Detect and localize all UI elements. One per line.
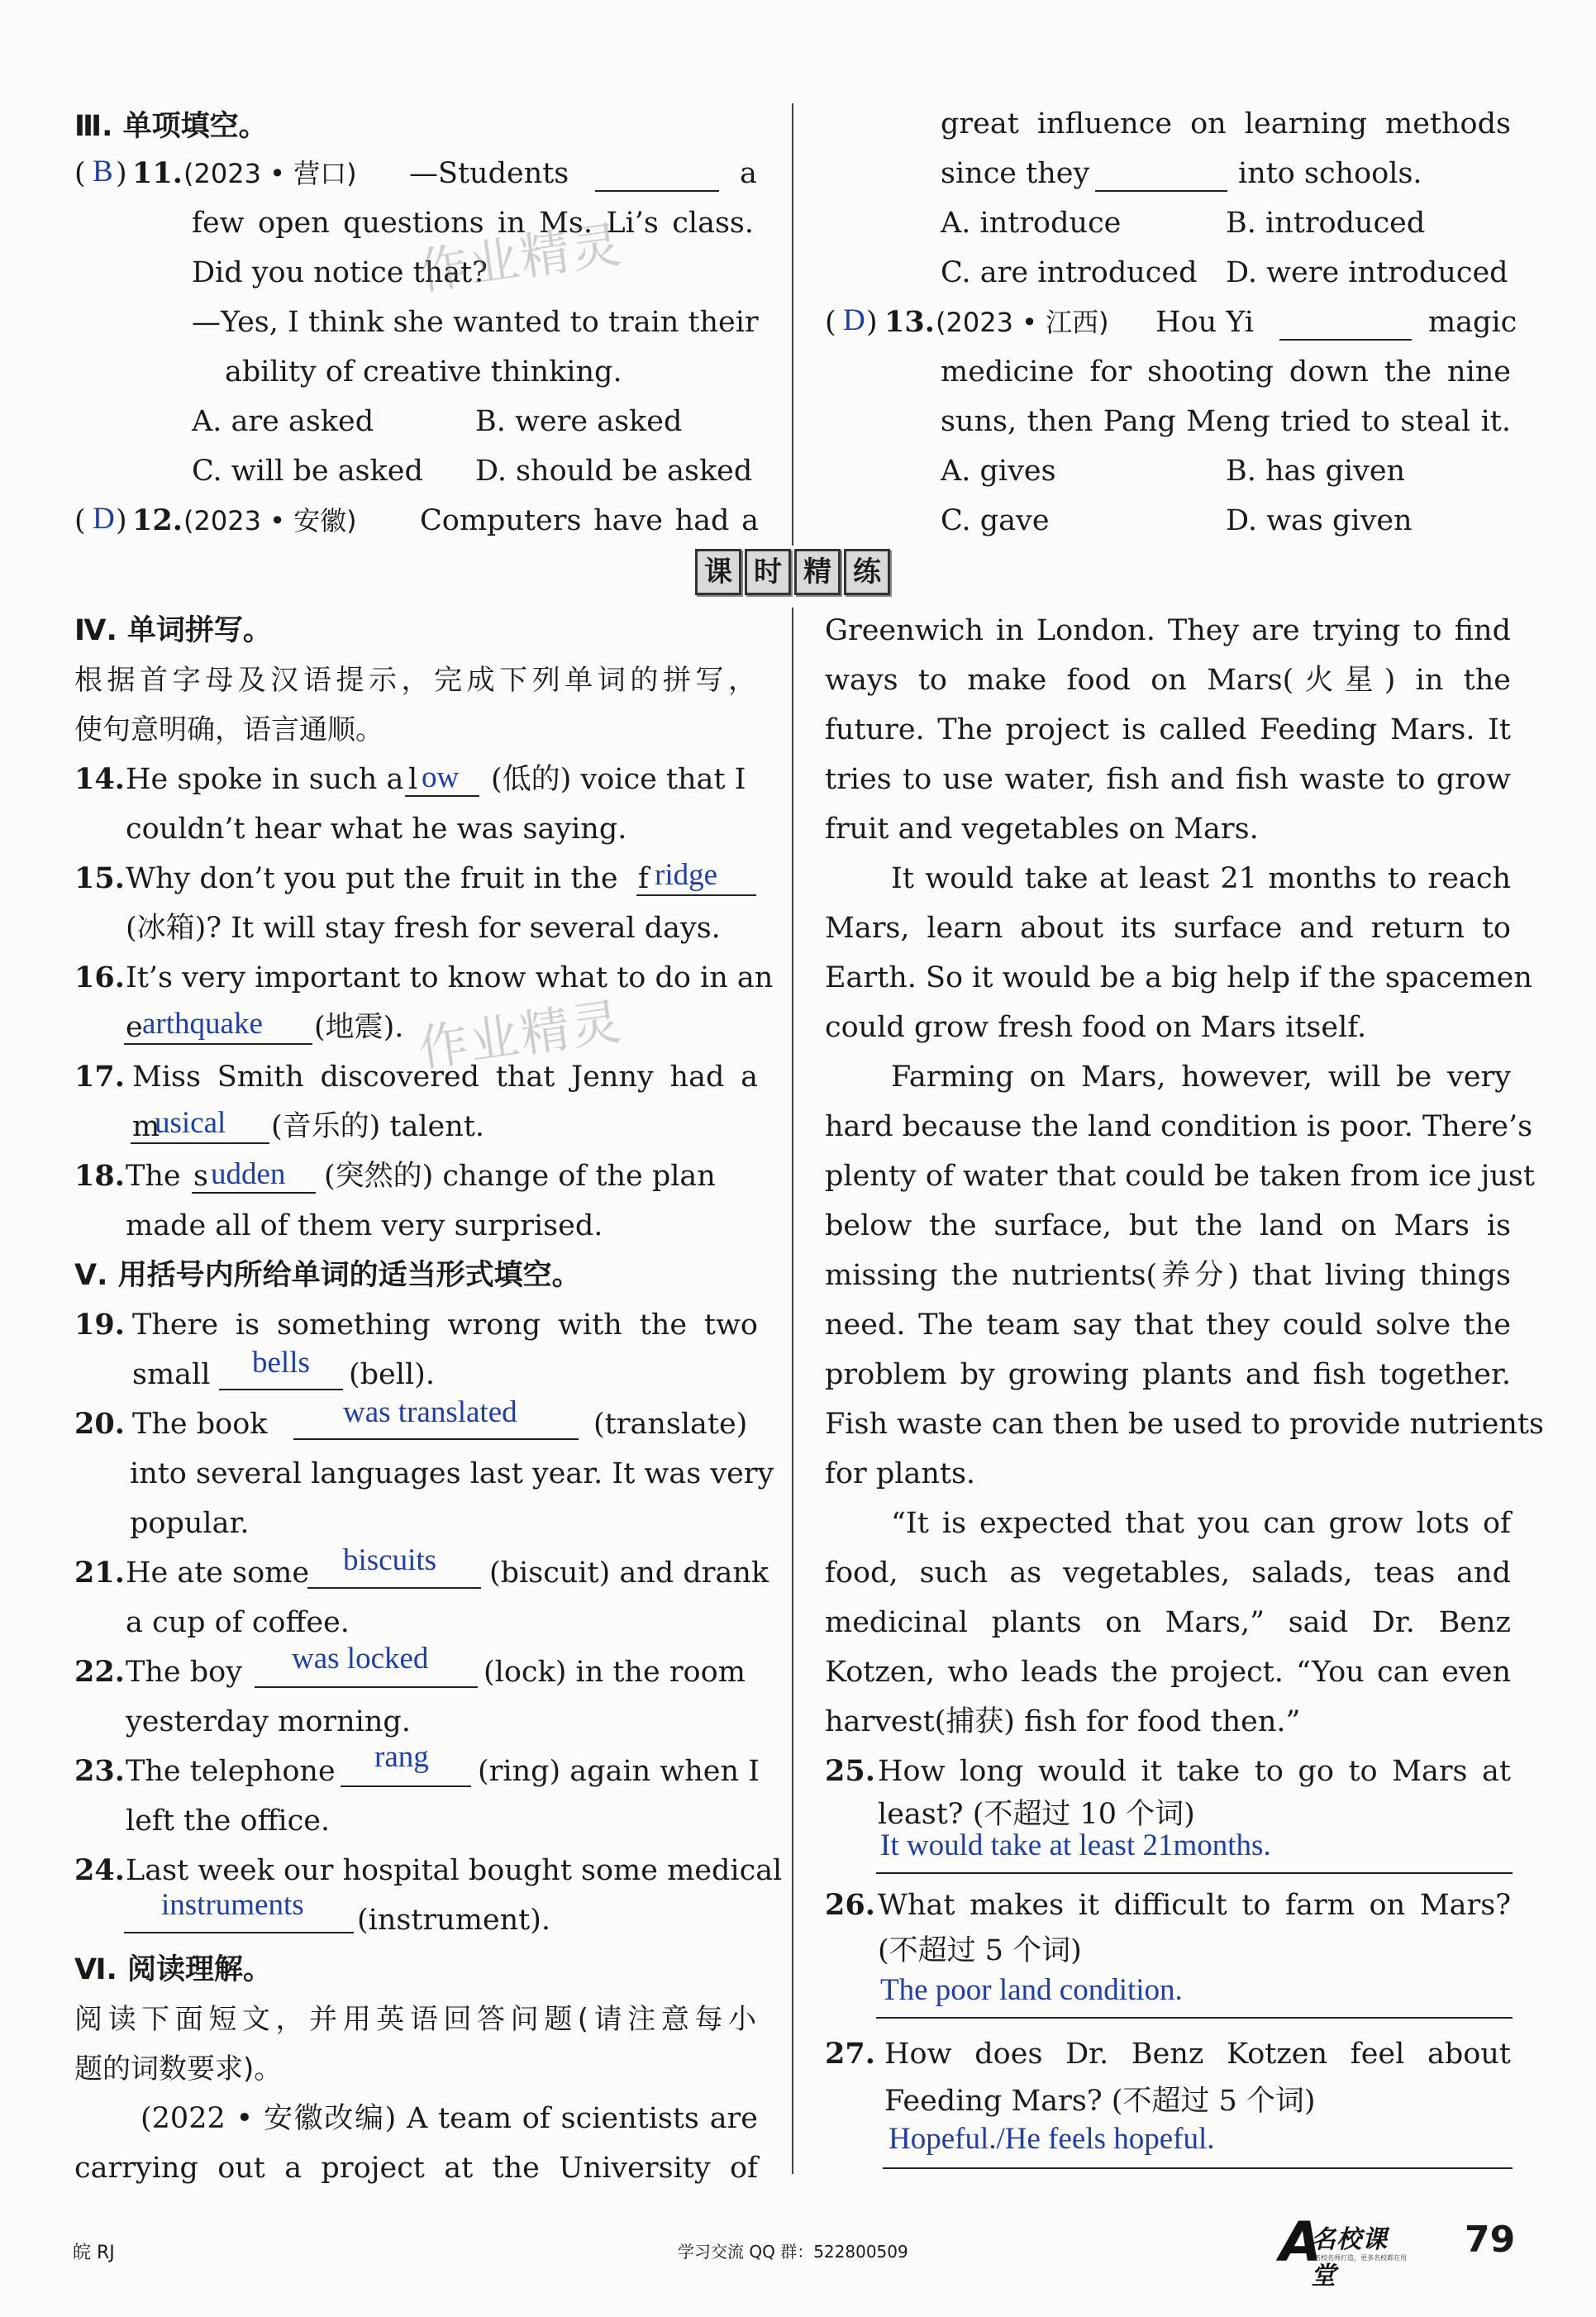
section4-instruction-1: 根据首字母及汉语提示，完成下列单词的拼写， <box>74 664 756 697</box>
q11-source: (2023 • 营口) <box>183 158 357 189</box>
q26-answer: The poor land condition. <box>880 1973 1183 2007</box>
section3-heading: Ⅲ. 单项填空。 <box>74 110 268 143</box>
passage-line-3: Greenwich in London. They are trying to find <box>825 614 1511 647</box>
q22-line2: yesterday morning. <box>126 1705 411 1738</box>
q14-post: (低的) voice that I <box>491 763 746 796</box>
q21-answer: biscuits <box>343 1543 437 1577</box>
passage-line-10: Earth. So it would be a big help if the spacemen <box>825 961 1532 994</box>
q20-pre: The book <box>132 1408 268 1441</box>
q23-pre: The telephone <box>126 1755 336 1788</box>
brand-logo <box>1279 2210 1407 2291</box>
q20-line3: popular. <box>130 1507 250 1540</box>
passage-line-16: missing the nutrients(养分) that living things <box>825 1259 1511 1292</box>
q27-answer-line <box>883 2167 1513 2169</box>
q23-number: 23. <box>74 1754 125 1788</box>
q11-line1-end: a <box>740 157 757 190</box>
q24-blank <box>124 1932 354 1933</box>
passage-line-4: ways to make food on Mars(火星) in the <box>825 664 1511 697</box>
section6-instruction-1: 阅读下面短文，并用英语回答问题(请注意每小 <box>74 2003 756 2036</box>
q14-answer: ow <box>422 760 460 794</box>
brand-logo-letter: A <box>1279 2210 1322 2274</box>
q19-answer: bells <box>252 1346 310 1380</box>
q22-number: 22. <box>74 1655 125 1689</box>
q12-option-b: B. introduced <box>1226 207 1426 240</box>
q13-blank <box>1279 339 1412 341</box>
q11-line2: few open questions in Ms. Li’s class. <box>192 207 754 240</box>
passage-line-7: fruit and vegetables on Mars. <box>825 813 1259 846</box>
q13-option-b: B. has given <box>1226 455 1406 488</box>
q24-number: 24. <box>74 1853 125 1887</box>
q12-blank <box>1095 190 1227 192</box>
passage-line-8: It would take at least 21 months to reach <box>891 862 1511 895</box>
q19-post: (bell). <box>349 1358 435 1391</box>
section6-heading: Ⅵ. 阅读理解。 <box>74 1953 272 1986</box>
passage-line-5: future. The project is called Feeding Mars. It <box>825 713 1511 746</box>
q20-blank <box>293 1438 579 1440</box>
q23-line2: left the office. <box>126 1804 331 1838</box>
q12-line1: Computers have had a <box>420 504 759 537</box>
passage-line-15: below the surface, but the land on Mars is <box>825 1209 1511 1242</box>
q13-bracket-open: ( <box>825 306 836 339</box>
passage-line-22: food, such as vegetables, salads, teas and <box>825 1557 1511 1590</box>
q16-letter: e <box>126 1011 143 1044</box>
q13-option-a: A. gives <box>941 455 1056 488</box>
q11-blank <box>595 190 719 192</box>
q22-pre: The boy <box>126 1656 242 1689</box>
watermark-2: 作业精灵 <box>415 993 626 1079</box>
brand-logo-name: 名校课堂 <box>1311 2225 1388 2291</box>
q22-blank <box>255 1686 478 1688</box>
practice-banner <box>695 549 890 595</box>
passage-line-18: problem by growing plants and fish together. <box>825 1358 1511 1391</box>
q19-number: 19. <box>74 1308 125 1342</box>
q20-line2: into several languages last year. It was very <box>130 1457 774 1490</box>
q17-answer: usical <box>155 1106 226 1140</box>
banner-char-2: 时 <box>745 549 791 595</box>
q12-option-d: D. were introduced <box>1226 256 1508 289</box>
watermark-1: 作业精灵 <box>415 216 626 302</box>
passage-line-17: need. The team say that they could solve the <box>825 1309 1511 1342</box>
q12-answer: D <box>93 502 115 536</box>
q25-line1: How long would it take to go to Mars at <box>878 1755 1511 1788</box>
brand-logo-slogan: 名校名师打造，更多名校都在用 <box>1314 2254 1407 2262</box>
q20-answer: was translated <box>343 1395 517 1429</box>
passage-line-1: (2022 • 安徽改编) A team of scientists are <box>141 2102 758 2135</box>
section4-heading: Ⅳ. 单词拼写。 <box>74 614 272 647</box>
q13-line1a: Hou Yi <box>1155 306 1254 339</box>
q27-line1: How does Dr. Benz Kotzen feel about <box>884 2038 1511 2071</box>
q16-line1: It’s very important to know what to do in an <box>126 961 774 994</box>
q26-line2: (不超过 5 个词) <box>878 1934 1082 1967</box>
q25-line2: least? (不超过 10 个词) <box>878 1798 1195 1831</box>
banner-char-3: 精 <box>794 549 841 595</box>
q21-line2: a cup of coffee. <box>126 1606 350 1639</box>
banner-char-1: 课 <box>695 549 741 595</box>
section4-instruction-2: 使句意明确，语言通顺。 <box>74 713 384 746</box>
q16-answer: arthquake <box>142 1007 263 1041</box>
q21-pre: He ate some <box>126 1557 310 1590</box>
footer-edition: 皖 RJ <box>73 2243 115 2263</box>
q11-line5: ability of creative thinking. <box>225 355 622 389</box>
q20-post: (translate) <box>593 1408 748 1441</box>
passage-line-24: Kotzen, who leads the project. “You can even <box>825 1656 1511 1689</box>
q12-line2: great influence on learning methods <box>941 107 1511 141</box>
q13-line2: medicine for shooting down the nine <box>941 355 1511 389</box>
passage-line-6: tries to use water, fish and fish waste to grow <box>825 763 1511 796</box>
q25-answer: It would take at least 21months. <box>880 1828 1271 1862</box>
q11-answer: B <box>93 155 113 188</box>
q13-line1b: magic <box>1428 306 1517 339</box>
q13-answer: D <box>843 303 865 337</box>
q23-post: (ring) again when I <box>478 1755 760 1788</box>
q11-bracket-open: ( <box>74 157 86 190</box>
passage-line-25: harvest(捕获) fish for food then.” <box>825 1705 1301 1738</box>
q24-line1: Last week our hospital bought some medical <box>126 1854 783 1887</box>
q15-answer: ridge <box>655 858 718 892</box>
q13-number: 13. <box>884 305 935 339</box>
q11-option-a: A. are asked <box>192 405 374 438</box>
q11-bracket-close: ) <box>116 157 127 190</box>
q14-number: 14. <box>74 762 125 796</box>
q17-line1: Miss Smith discovered that Jenny had a <box>132 1061 758 1094</box>
q17-number: 17. <box>74 1060 125 1094</box>
q11-option-c: C. will be asked <box>192 455 423 488</box>
q25-number: 25. <box>825 1754 875 1788</box>
passage-line-23: medicinal plants on Mars,” said Dr. Benz <box>825 1606 1511 1639</box>
q17-post: (音乐的) talent. <box>271 1110 485 1143</box>
q19-line1: There is something wrong with the two <box>132 1309 758 1342</box>
q11-line3: Did you notice that? <box>192 256 488 289</box>
q21-number: 21. <box>74 1556 125 1590</box>
q13-line3: suns, then Pang Meng tried to steal it. <box>941 405 1511 438</box>
q12-option-c: C. are introduced <box>941 256 1198 289</box>
q18-answer: udden <box>211 1157 286 1191</box>
q24-answer: instruments <box>161 1888 304 1922</box>
q22-answer: was locked <box>292 1642 429 1676</box>
q26-line1: What makes it difficult to farm on Mars? <box>878 1889 1511 1922</box>
q23-blank <box>341 1785 471 1787</box>
q18-number: 18. <box>74 1159 125 1193</box>
q26-answer-line <box>876 2017 1513 2019</box>
q11-line4: —Yes, I think she wanted to train their <box>192 306 759 339</box>
q21-blank <box>307 1587 481 1589</box>
q15-blank <box>636 894 756 896</box>
q12-bracket-close: ) <box>116 504 127 537</box>
passage-line-19: Fish waste can then be used to provide nutrients <box>825 1408 1544 1441</box>
q19-pre: small <box>132 1358 211 1391</box>
q15-line2: (冰箱)? It will stay fresh for several days. <box>126 912 721 945</box>
q13-bracket-close: ) <box>866 306 878 339</box>
q24-post: (instrument). <box>357 1904 550 1937</box>
passage-line-14: plenty of water that could be taken from ice just <box>825 1160 1535 1193</box>
q11-option-b: B. were asked <box>475 405 683 438</box>
q16-post: (地震). <box>314 1011 404 1044</box>
q11-line1: —Students <box>409 157 569 190</box>
page-number: 79 <box>1465 2219 1516 2261</box>
q27-answer: Hopeful./He feels hopeful. <box>889 2122 1215 2156</box>
q25-answer-line <box>876 1872 1513 1874</box>
passage-line-9: Mars, learn about its surface and return to <box>825 912 1511 945</box>
column-divider-top <box>792 103 793 546</box>
passage-line-11: could grow fresh food on Mars itself. <box>825 1011 1367 1044</box>
q19-blank <box>219 1389 343 1390</box>
q12-source: (2023 • 安徽) <box>183 505 357 536</box>
footer-qq-group: 学习交流 QQ 群：522800509 <box>678 2242 908 2262</box>
q27-number: 27. <box>825 2037 875 2071</box>
q17-blank <box>131 1142 269 1144</box>
q15-letter: f <box>638 862 649 895</box>
column-divider-bottom <box>792 608 793 2174</box>
section5-heading: Ⅴ. 用括号内所给单词的适当形式填空。 <box>74 1259 581 1292</box>
q11-number: 11. <box>132 156 183 190</box>
q12-line3b: into schools. <box>1238 157 1422 190</box>
q21-post: (biscuit) and drank <box>489 1557 769 1590</box>
q11-option-d: D. should be asked <box>475 455 753 488</box>
q18-post: (突然的) change of the plan <box>324 1160 716 1193</box>
q13-option-d: D. was given <box>1226 504 1413 537</box>
q20-number: 20. <box>74 1407 125 1441</box>
q18-letter: s <box>193 1160 208 1193</box>
q15-number: 15. <box>74 861 125 895</box>
q13-option-c: C. gave <box>941 504 1050 537</box>
banner-char-4: 练 <box>844 549 890 595</box>
q18-line2: made all of them very surprised. <box>126 1209 603 1242</box>
passage-line-2: carrying out a project at the University of <box>74 2152 758 2185</box>
q13-source: (2023 • 江西) <box>936 307 1109 338</box>
q26-number: 26. <box>825 1888 875 1922</box>
passage-line-13: hard because the land condition is poor. There’s <box>825 1110 1533 1143</box>
q12-number: 12. <box>132 503 183 537</box>
passage-line-21: “It is expected that you can grow lots of <box>891 1507 1511 1540</box>
section6-instruction-2: 题的词数要求)。 <box>74 2052 283 2086</box>
q17-letter: m <box>132 1110 160 1143</box>
q23-answer: rang <box>374 1740 429 1774</box>
passage-line-12: Farming on Mars, however, will be very <box>891 1061 1511 1094</box>
q15-pre: Why don’t you put the fruit in the <box>126 862 618 895</box>
q12-option-a: A. introduce <box>941 207 1122 240</box>
q14-letter: l <box>408 763 418 796</box>
q22-post: (lock) in the room <box>484 1656 746 1689</box>
q14-line2: couldn’t hear what he was saying. <box>126 813 627 846</box>
q16-number: 16. <box>74 961 125 994</box>
q18-pre: The <box>126 1160 181 1193</box>
q18-blank <box>192 1192 316 1194</box>
q12-line3a: since they <box>941 157 1090 190</box>
q16-blank <box>124 1043 312 1045</box>
passage-line-20: for plants. <box>825 1457 976 1490</box>
q12-bracket-open: ( <box>74 504 86 537</box>
q14-blank <box>405 795 479 797</box>
q27-line2: Feeding Mars? (不超过 5 个词) <box>884 2085 1316 2118</box>
q14-pre: He spoke in such a <box>126 763 404 796</box>
